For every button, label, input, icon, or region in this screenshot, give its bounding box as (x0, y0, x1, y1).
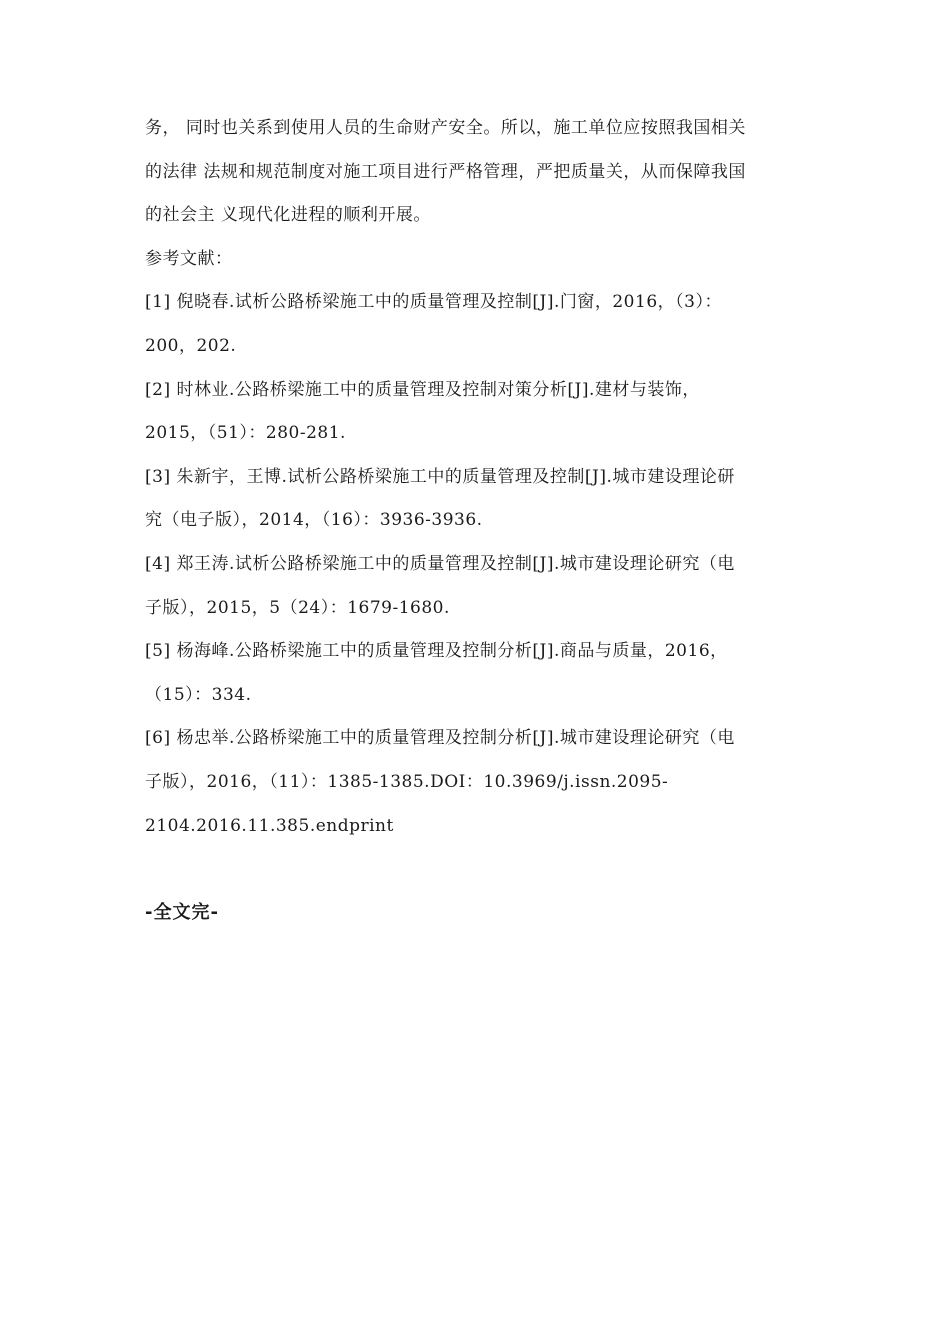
references-heading: 参考文献： (145, 248, 233, 269)
reference-line: 2104.2016.11.385.endprint (145, 815, 394, 836)
reference-item (145, 720, 810, 851)
reference-item (145, 633, 810, 720)
reference-line: [6] 杨忠举.公路桥梁施工中的质量管理及控制分析[J].城市建设理论研究（电 (145, 728, 735, 749)
reference-line: [4] 郑王涛.试析公路桥梁施工中的质量管理及控制[J].城市建设理论研究（电 (145, 553, 735, 574)
reference-item (145, 372, 810, 459)
reference-line: 究（电子版），2014，（16）：3936-3936. (145, 510, 483, 531)
reference-line: 200，202. (145, 335, 237, 356)
document-content (145, 110, 810, 851)
paragraph-line: 务， 同时也关系到使用人员的生命财产安全。所以，施工单位应按照我国相关 (145, 118, 746, 138)
reference-line: 子版），2016，（11）：1385-1385.DOI：10.3969/j.issn.2095- (145, 771, 669, 792)
reference-item (145, 459, 810, 546)
reference-line: 子版），2015，5（24）：1679-1680. (145, 597, 450, 618)
reference-line: [5] 杨海峰.公路桥梁施工中的质量管理及控制分析[J].商品与质量，2016， (145, 641, 728, 662)
end-of-text-mark: -全文完- (145, 902, 219, 923)
body-paragraph (145, 110, 810, 241)
reference-line: （15）：334. (145, 684, 252, 705)
paragraph-line: 的法律 法规和规范制度对施工项目进行严格管理，严把质量关，从而保障我国 (145, 161, 746, 182)
reference-line: [2] 时林业.公路桥梁施工中的质量管理及控制对策分析[J].建材与装饰， (145, 379, 700, 400)
reference-item (145, 546, 810, 633)
reference-line: 2015，（51）：280-281. (145, 423, 346, 444)
reference-line: [1] 倪晓春.试析公路桥梁施工中的质量管理及控制[J].门窗，2016，（3）： (145, 292, 722, 313)
reference-item (145, 284, 810, 371)
paragraph-line: 的社会主 义现代化进程的顺利开展。 (145, 205, 431, 226)
reference-line: [3] 朱新宇，王博.试析公路桥梁施工中的质量管理及控制[J].城市建设理论研 (145, 466, 735, 487)
references-list (145, 284, 810, 851)
